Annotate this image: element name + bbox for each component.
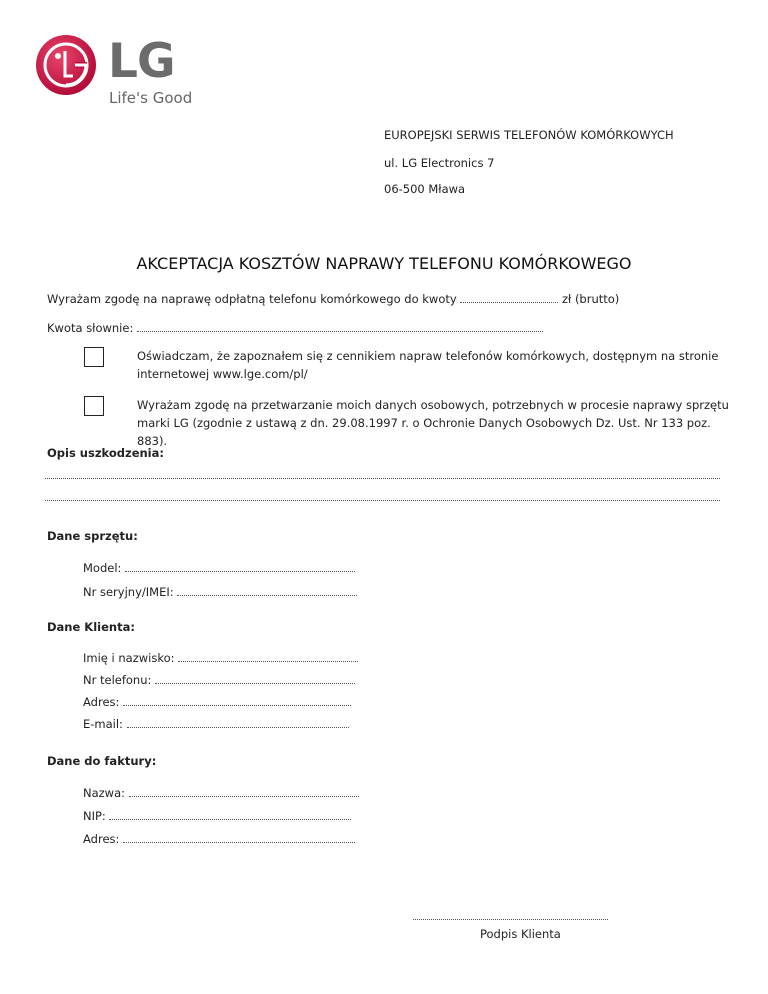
page-title: AKCEPTACJA KOSZTÓW NAPRAWY TELEFONU KOMÓRKOWEGO <box>136 254 632 273</box>
equipment-heading: Dane sprzętu: <box>47 529 138 543</box>
signature-line[interactable] <box>413 919 608 920</box>
damage-line-2[interactable] <box>45 500 720 501</box>
address-line-1: EUROPEJSKI SERWIS TELEFONÓW KOMÓRKOWYCH <box>384 128 674 142</box>
amount-field[interactable] <box>460 292 558 303</box>
invoice-name-row <box>83 786 359 800</box>
data-consent-statement: Wyrażam zgodę na przetwarzanie moich danych osobowych, potrzebnych w procesie naprawy sprzętu marki LG (zgodnie z ustawą z dn. 29.08.1997 r. o Ochronie Danych Osobowych Dz. Ust. Nr 133 poz. 883). <box>137 398 729 448</box>
serial-field[interactable] <box>177 585 357 596</box>
client-name-row <box>83 651 358 665</box>
client-email-row <box>83 717 349 731</box>
invoice-nip-row <box>83 809 351 823</box>
invoice-name-label: Nazwa: <box>83 786 126 800</box>
client-phone-row <box>83 673 355 687</box>
client-phone-field[interactable] <box>155 673 355 684</box>
address-line-2: ul. LG Electronics 7 <box>384 156 495 170</box>
damage-heading: Opis uszkodzenia: <box>47 446 164 460</box>
data-consent-checkbox[interactable] <box>84 396 104 416</box>
client-phone-label: Nr telefonu: <box>83 673 152 687</box>
price-list-checkbox[interactable] <box>84 347 104 367</box>
serial-row <box>83 585 357 599</box>
lg-tagline: Life's Good <box>109 89 193 107</box>
invoice-address-field[interactable] <box>123 832 355 843</box>
model-field[interactable] <box>125 561 355 572</box>
client-address-label: Adres: <box>83 695 120 709</box>
lg-logo-icon <box>35 34 97 96</box>
address-line-3: 06-500 Mława <box>384 182 466 196</box>
invoice-name-field[interactable] <box>129 786 359 797</box>
amount-words-row <box>47 321 543 335</box>
invoice-nip-label: NIP: <box>83 809 106 823</box>
client-name-field[interactable] <box>178 651 358 662</box>
model-label: Model: <box>83 561 122 575</box>
invoice-address-label: Adres: <box>83 832 120 846</box>
lg-brand-text: LG <box>108 34 175 89</box>
amount-consent-row <box>47 292 619 306</box>
invoice-heading: Dane do faktury: <box>47 754 157 768</box>
client-address-row <box>83 695 351 709</box>
client-name-label: Imię i nazwisko: <box>83 651 175 665</box>
model-row <box>83 561 355 575</box>
client-heading: Dane Klienta: <box>47 620 135 634</box>
invoice-address-row <box>83 832 355 846</box>
client-email-field[interactable] <box>127 717 349 728</box>
price-list-statement: Oświadczam, że zapoznałem się z cennikiem napraw telefonów komórkowych, dostępnym na stronie internetowej www.lge.com/pl/ <box>137 349 719 381</box>
amount-consent-label: Wyrażam zgodę na naprawę odpłatną telefonu komórkowego do kwoty <box>47 292 457 306</box>
serial-label: Nr seryjny/IMEI: <box>83 585 174 599</box>
invoice-nip-field[interactable] <box>109 809 351 820</box>
client-address-field[interactable] <box>123 695 351 706</box>
amount-words-field[interactable] <box>137 321 543 332</box>
client-email-label: E-mail: <box>83 717 123 731</box>
amount-words-label: Kwota słownie: <box>47 321 134 335</box>
damage-line-1[interactable] <box>45 478 720 479</box>
signature-label: Podpis Klienta <box>480 927 561 941</box>
amount-currency-label: zł (brutto) <box>561 292 620 306</box>
